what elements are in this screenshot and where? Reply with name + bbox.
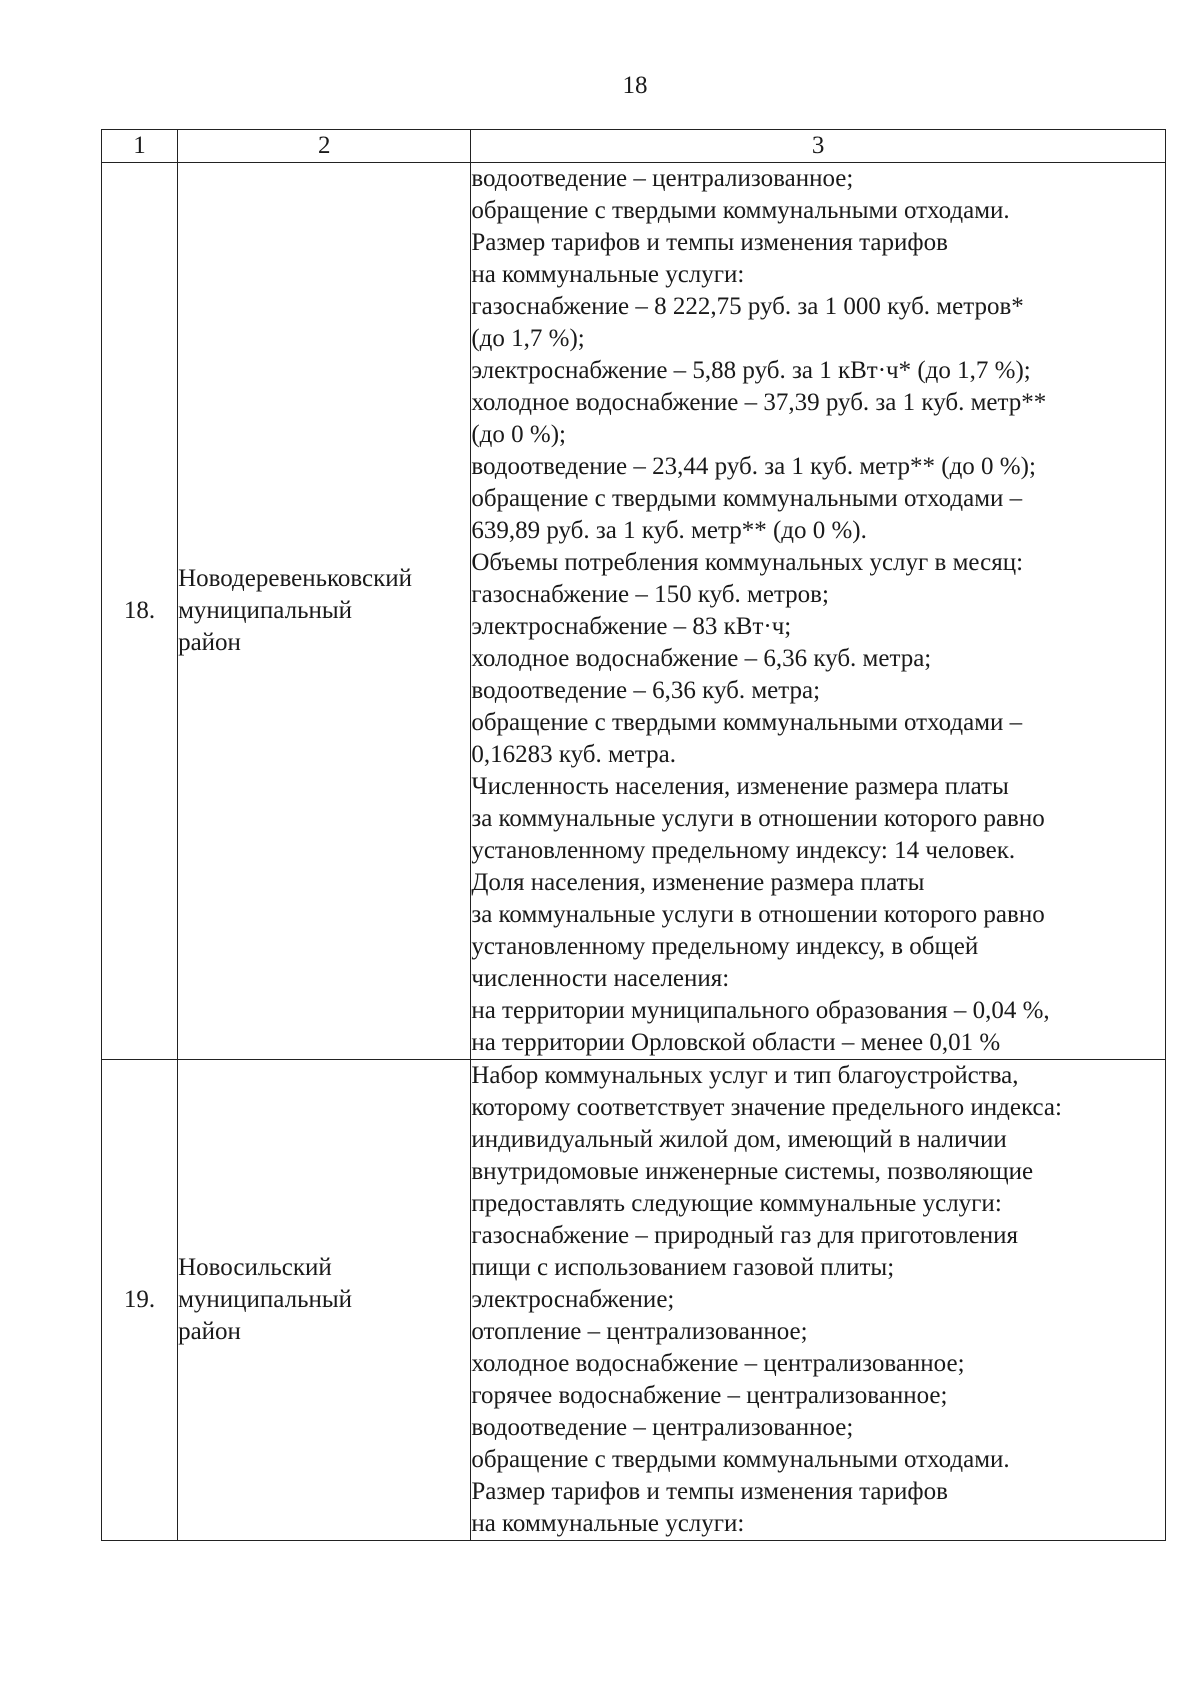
content-line: за коммунальные услуги в отношении которого равно [471,805,1045,832]
content-line: индивидуальный жилой дом, имеющий в наличии [471,1126,1007,1153]
name-line: Новосильский [178,1254,332,1281]
content-line: предоставлять следующие коммунальные услуги: [471,1190,1002,1217]
content-line: Численность населения, изменение размера платы [471,773,1009,800]
content-line: Набор коммунальных услуг и тип благоустройства, [471,1062,1019,1089]
column-header-1: 1 [102,130,178,163]
name-line: муниципальный [178,597,353,624]
content-line: установленному предельному индексу, в общей [471,933,979,960]
row-content [471,1060,1166,1541]
municipality-name [178,1060,471,1541]
content-line: горячее водоснабжение – централизованное; [471,1382,948,1409]
column-header-2: 2 [178,130,471,163]
page-number: 18 [622,72,648,99]
column-header-3: 3 [471,130,1166,163]
content-line: газоснабжение – природный газ для приготовления [471,1222,1019,1249]
content-line: внутридомовые инженерные системы, позволяющие [471,1158,1034,1185]
name-line: район [178,629,241,656]
content-line: 0,16283 куб. метра. [471,741,677,768]
table-row-18 [102,163,1166,1060]
content-line: холодное водоснабжение – 37,39 руб. за 1 куб. метр** [471,389,1047,416]
content-line: газоснабжение – 150 куб. метров; [471,581,829,608]
row-content [471,163,1166,1060]
content-line: Объемы потребления коммунальных услуг в месяц: [471,549,1024,576]
content-line: на коммунальные услуги: [471,1510,745,1537]
content-line: водоотведение – централизованное; [471,165,854,192]
content-line: газоснабжение – 8 222,75 руб. за 1 000 куб. метров* [471,293,1024,320]
content-line: электроснабжение; [471,1286,675,1313]
content-line: на территории муниципального образования – 0,04 %, [471,997,1050,1024]
content-line: обращение с твердыми коммунальными отходами – [471,485,1023,512]
content-line: 639,89 руб. за 1 куб. метр** (до 0 %). [471,517,867,544]
content-line: пищи с использованием газовой плиты; [471,1254,895,1281]
content-line: Размер тарифов и темпы изменения тарифов [471,1478,948,1505]
content-line: на территории Орловской области – менее 0,01 % [471,1029,1001,1056]
content-line: обращение с твердыми коммунальными отходами. [471,197,1010,224]
name-line: район [178,1318,241,1345]
content-line: электроснабжение – 83 кВт·ч; [471,613,792,640]
content-line: обращение с твердыми коммунальными отходами. [471,1446,1010,1473]
content-line: электроснабжение – 5,88 руб. за 1 кВт·ч* (до 1,7 %); [471,357,1031,384]
content-line: которому соответствует значение предельного индекса: [471,1094,1062,1121]
row-number: 19. [102,1060,178,1541]
content-line: на коммунальные услуги: [471,261,745,288]
row-number: 18. [102,163,178,1060]
content-line: водоотведение – 23,44 руб. за 1 куб. метр** (до 0 %); [471,453,1036,480]
content-line: Доля населения, изменение размера платы [471,869,925,896]
content-line: водоотведение – централизованное; [471,1414,854,1441]
content-line: отопление – централизованное; [471,1318,808,1345]
municipality-name [178,163,471,1060]
name-line: Новодеревеньковский [178,565,413,592]
content-line: (до 0 %); [471,421,566,448]
content-line: численности населения: [471,965,730,992]
content-line: (до 1,7 %); [471,325,585,352]
content-line: обращение с твердыми коммунальными отходами – [471,709,1023,736]
content-line: Размер тарифов и темпы изменения тарифов [471,229,948,256]
content-line: установленному предельному индексу: 14 человек. [471,837,1016,864]
table-row-19 [102,1060,1166,1541]
content-line: за коммунальные услуги в отношении которого равно [471,901,1045,928]
content-line: холодное водоснабжение – централизованное; [471,1350,965,1377]
tariff-table [101,129,1166,1541]
table-header-row [102,130,1166,163]
content-line: водоотведение – 6,36 куб. метра; [471,677,821,704]
content-line: холодное водоснабжение – 6,36 куб. метра; [471,645,932,672]
name-line: муниципальный [178,1286,353,1313]
